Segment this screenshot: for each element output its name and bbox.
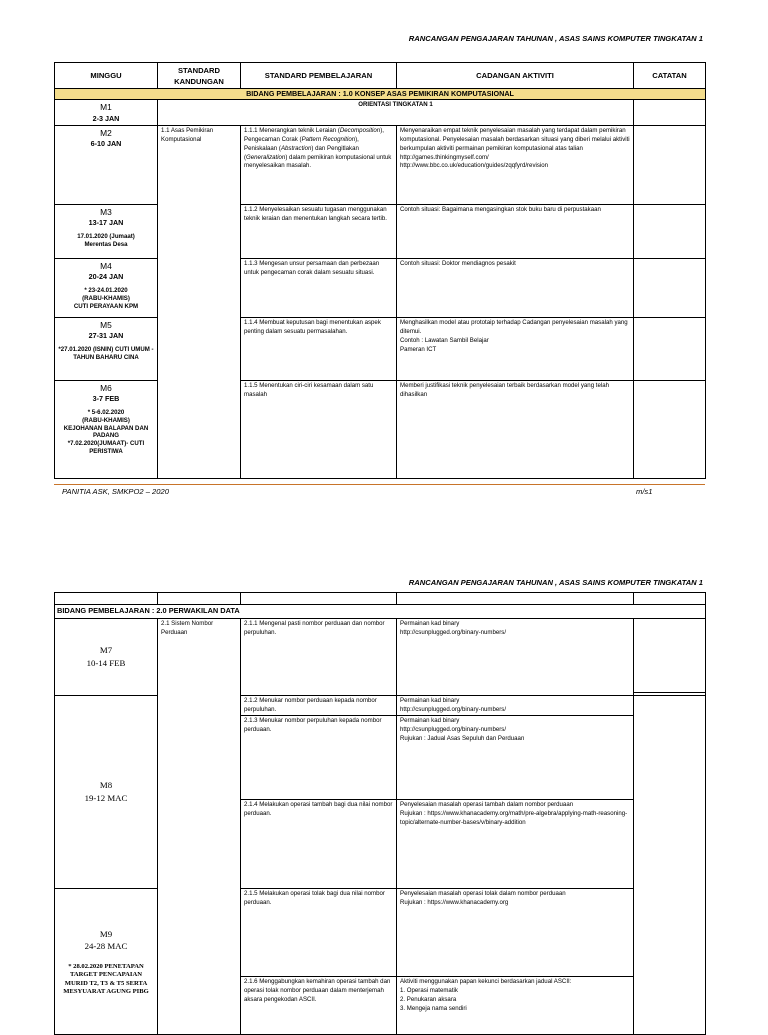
week-cell bbox=[55, 259, 158, 318]
table-row bbox=[55, 695, 706, 716]
aktiviti-line: Permainan kad binary bbox=[400, 696, 460, 704]
catatan-cell bbox=[634, 126, 706, 205]
aktiviti-line: Penyelesaian masalah operasi tambah dalam nombor perduaan bbox=[400, 801, 574, 809]
week-number: M2 bbox=[100, 128, 112, 139]
week-cell bbox=[55, 318, 158, 381]
cadangan-aktiviti-cell: Memberi justifikasi teknik penyelesaian terbaik berdasarkan model yang telah dihasilkan bbox=[397, 381, 634, 479]
week-number: M1 bbox=[100, 102, 112, 113]
week-cell bbox=[55, 889, 158, 1035]
week-dates: 20-24 JAN bbox=[88, 272, 124, 282]
standard-pembelajaran-cell: 2.1.3 Menukar nombor perpuluhan kepada nombor perduaan. bbox=[241, 716, 397, 800]
table-row bbox=[55, 126, 706, 205]
catatan-cell bbox=[634, 100, 706, 126]
cadangan-aktiviti-cell bbox=[397, 126, 634, 205]
standard-pembelajaran-cell: 1.1.3 Mengesan unsur persamaan dan perbezaan untuk pengecaman corak dalam sesuatu situasi. bbox=[241, 259, 397, 318]
week-number: M3 bbox=[100, 207, 112, 218]
table-row bbox=[55, 100, 706, 126]
lesson-plan-table-2 bbox=[54, 592, 706, 1035]
cadangan-aktiviti-cell bbox=[397, 977, 634, 1035]
week-note: (RABU-KHAMIS) bbox=[82, 294, 130, 302]
standard-pembelajaran-cell: 2.1.6 Menggabungkan kemahiran operasi tambah dan operasi tolak nombor perduaan dalam menterjemah aksara pengekodan ASCII. bbox=[241, 977, 397, 1035]
footer-page-number: m/s1 bbox=[636, 487, 653, 496]
aktiviti-line: Permainan kad binary bbox=[400, 717, 460, 725]
aktiviti-line: Aktiviti menggunakan papan kekunci berdasarkan jadual ASCII: bbox=[400, 978, 572, 986]
standard-pembelajaran-cell: 2.1.5 Melakukan operasi tolak bagi dua nilai nombor perduaan. bbox=[241, 889, 397, 977]
aktiviti-line: 3. Mengeja nama sendiri bbox=[400, 1004, 467, 1012]
page-header-title: RANCANGAN PENGAJARAN TAHUNAN , ASAS SAINS KOMPUTER TINGKATAN 1 bbox=[408, 578, 703, 587]
standard-pembelajaran-cell: 1.1.4 Membuat keputusan bagi menentukan aspek penting dalam sesuatu permasalahan. bbox=[241, 318, 397, 381]
bidang-pembelajaran-label: BIDANG PEMBELAJARAN : 1.0 KONSEP ASAS PEMIKIRAN KOMPUTASIONAL bbox=[55, 89, 706, 100]
aktiviti-line: Menghasilkan model atau prototaip terhadap Cadangan penyelesaian masalah yang ditemui. bbox=[400, 319, 628, 335]
week-note: Merentas Desa bbox=[84, 240, 128, 248]
cadangan-aktiviti-cell bbox=[397, 800, 634, 889]
week-note: KEJOHANAN BALAPAN DAN PADANG bbox=[63, 424, 149, 440]
week-dates: 13-17 JAN bbox=[88, 218, 124, 228]
table-row bbox=[55, 259, 706, 318]
week-number: M8 bbox=[99, 780, 113, 791]
week-cell bbox=[55, 381, 158, 479]
aktiviti-link[interactable]: http://csunplugged.org/binary-numbers/ bbox=[400, 726, 507, 734]
week-note: * 5-6.02.2020 bbox=[87, 408, 125, 416]
aktiviti-link[interactable]: http://csunplugged.org/binary-numbers/ bbox=[400, 628, 507, 636]
table-row bbox=[55, 618, 706, 692]
week-note: * 23-24.01.2020 bbox=[84, 286, 128, 294]
catatan-cell bbox=[634, 618, 706, 692]
aktiviti-line: Penyelesaian masalah operasi tolak dalam nombor perduaan bbox=[400, 890, 566, 898]
week-note: *7.02.2020(JUMAAT)- CUTI PERISTIWA bbox=[67, 440, 145, 456]
week-number: M5 bbox=[100, 320, 112, 331]
catatan-cell bbox=[634, 205, 706, 259]
aktiviti-line: 2. Penukaran aksara bbox=[400, 996, 457, 1004]
orientasi-label: ORIENTASI TINGKATAN 1 bbox=[158, 100, 634, 126]
standard-pembelajaran-cell: 1.1.5 Menentukan ciri-ciri kesamaan dalam satu masalah bbox=[241, 381, 397, 479]
col-header-catatan: CATATAN bbox=[634, 63, 706, 89]
week-dates: 10-14 FEB bbox=[86, 657, 126, 668]
standard-kandungan-cell: 2.1 Sistem Nombor Perduaan bbox=[158, 618, 241, 1035]
aktiviti-line: Pameran ICT bbox=[400, 345, 437, 353]
week-number: M6 bbox=[100, 383, 112, 394]
standard-kandungan-cell: 1.1 Asas Pemikiran Komputasional bbox=[158, 126, 241, 479]
col-header-standard-pembelajaran: STANDARD PEMBELAJARAN bbox=[241, 63, 397, 89]
standard-pembelajaran-cell: 1.1.1 Menerangkan teknik Leraian (Decomposition), Pengecaman Corak (Pattern Recognition), Peniskalaan (Abstraction) dan Pengitlakan (Generalization) dalam pemikiran komputasional untuk menyelesaikan masalah. bbox=[241, 126, 397, 205]
aktiviti-link[interactable]: Rujukan : https://www.khanacademy.org bbox=[400, 899, 509, 907]
week-cell bbox=[55, 618, 158, 695]
cadangan-aktiviti-cell bbox=[397, 318, 634, 381]
col-header-cadangan-aktiviti: CADANGAN AKTIVITI bbox=[397, 63, 634, 89]
catatan-cell bbox=[634, 695, 706, 1035]
week-cell bbox=[55, 126, 158, 205]
catatan-cell bbox=[634, 259, 706, 318]
aktiviti-link[interactable]: http://games.thinkingmyself.com/ bbox=[400, 153, 489, 161]
week-note: *27.01.2020 (ISNIN) CUTI UMUM - TAHUN BAHARU CINA bbox=[58, 345, 154, 361]
cadangan-aktiviti-cell: Contoh situasi: Doktor mendiagnos pesakit bbox=[397, 259, 634, 318]
aktiviti-line: Contoh : Lawatan Sambil Belajar bbox=[400, 336, 489, 344]
week-note: (RABU-KHAMIS) bbox=[82, 416, 130, 424]
table-row bbox=[55, 318, 706, 381]
bidang-row bbox=[55, 605, 706, 619]
week-number: M7 bbox=[99, 644, 113, 655]
footer-divider bbox=[54, 484, 705, 485]
aktiviti-link[interactable]: Rujukan : https://www.khanacademy.org/math/pre-algebra/applying-math-reasoning-topic/alternate-number-bases/v/binary-addition bbox=[400, 810, 628, 827]
cadangan-aktiviti-cell bbox=[397, 618, 634, 695]
bidang-row bbox=[55, 89, 706, 100]
week-dates: 3-7 FEB bbox=[92, 394, 120, 404]
catatan-cell bbox=[634, 381, 706, 479]
standard-pembelajaran-cell: 2.1.2 Menukar nombor perduaan kepada nombor perpuluhan. bbox=[241, 695, 397, 716]
col-header-minggu: MINGGU bbox=[55, 63, 158, 89]
aktiviti-link[interactable]: http://csunplugged.org/binary-numbers/ bbox=[400, 705, 507, 713]
standard-pembelajaran-cell: 2.1.4 Melakukan operasi tambah bagi dua nilai nombor perduaan. bbox=[241, 800, 397, 889]
week-number: M9 bbox=[99, 928, 113, 939]
table-row bbox=[55, 889, 706, 977]
week-note: 17.01.2020 (Jumaat) bbox=[77, 232, 135, 240]
cadangan-aktiviti-cell bbox=[397, 716, 634, 800]
aktiviti-line: Menyenaraikan empat teknik penyelesaian masalah yang terdapat dalam pemikiran komputasional. Penyelesaian masalah berdasarkan situasi yang diberi melalui aktiviti berkumpulan aktiviti permainan pemikiran komputasional atas talian bbox=[400, 127, 630, 152]
cadangan-aktiviti-cell bbox=[397, 889, 634, 977]
table-header-row bbox=[55, 63, 706, 89]
standard-pembelajaran-cell: 2.1.1 Mengenal pasti nombor perduaan dan nombor perpuluhan. bbox=[241, 618, 397, 695]
standard-pembelajaran-cell: 1.1.2 Menyelesaikan sesuatu tugasan menggunakan teknik leraian dan menentukan langkah secara tertib. bbox=[241, 205, 397, 259]
week-note: CUTI PERAYAAN KPM bbox=[73, 302, 139, 310]
lesson-plan-table-1 bbox=[54, 62, 706, 479]
aktiviti-link[interactable]: http://www.bbc.co.uk/education/guides/zqqfyrd/revision bbox=[400, 162, 549, 170]
week-number: M4 bbox=[100, 261, 112, 272]
week-cell bbox=[55, 100, 158, 126]
cadangan-aktiviti-cell: Contoh situasi: Bagaimana mengasingkan stok buku baru di perpustakaan bbox=[397, 205, 634, 259]
table-header-row bbox=[55, 593, 706, 605]
catatan-cell bbox=[634, 318, 706, 381]
aktiviti-line: Permainan kad binary bbox=[400, 619, 460, 627]
aktiviti-line: 1. Operasi matematik bbox=[400, 987, 458, 995]
page-header-title: RANCANGAN PENGAJARAN TAHUNAN , ASAS SAINS KOMPUTER TINGKATAN 1 bbox=[408, 34, 703, 43]
week-note: * 28.02.2020 PENETAPAN TARGET PENCAPAIAN MURID T2, T3 & T5 SERTA MESYUARAT AGUNG PIBG bbox=[63, 963, 149, 995]
table-row bbox=[55, 205, 706, 259]
week-dates: 2-3 JAN bbox=[92, 113, 120, 123]
week-cell bbox=[55, 205, 158, 259]
col-header-standard-kandungan: STANDARD KANDUNGAN bbox=[158, 63, 241, 89]
week-cell bbox=[55, 695, 158, 889]
week-dates: 27-31 JAN bbox=[88, 331, 124, 341]
week-dates: 6-10 JAN bbox=[90, 139, 122, 149]
table-row bbox=[55, 381, 706, 479]
week-dates: 24-28 MAC bbox=[84, 941, 128, 952]
footer-panitia: PANITIA ASK, SMKPO2 – 2020 bbox=[62, 487, 169, 496]
aktiviti-line: Rujukan : Jadual Asas Sepuluh dan Perduaan bbox=[400, 735, 525, 743]
cadangan-aktiviti-cell bbox=[397, 695, 634, 716]
week-dates: 19-12 MAC bbox=[84, 793, 128, 804]
bidang-pembelajaran-label: BIDANG PEMBELAJARAN : 2.0 PERWAKILAN DATA bbox=[55, 605, 706, 619]
